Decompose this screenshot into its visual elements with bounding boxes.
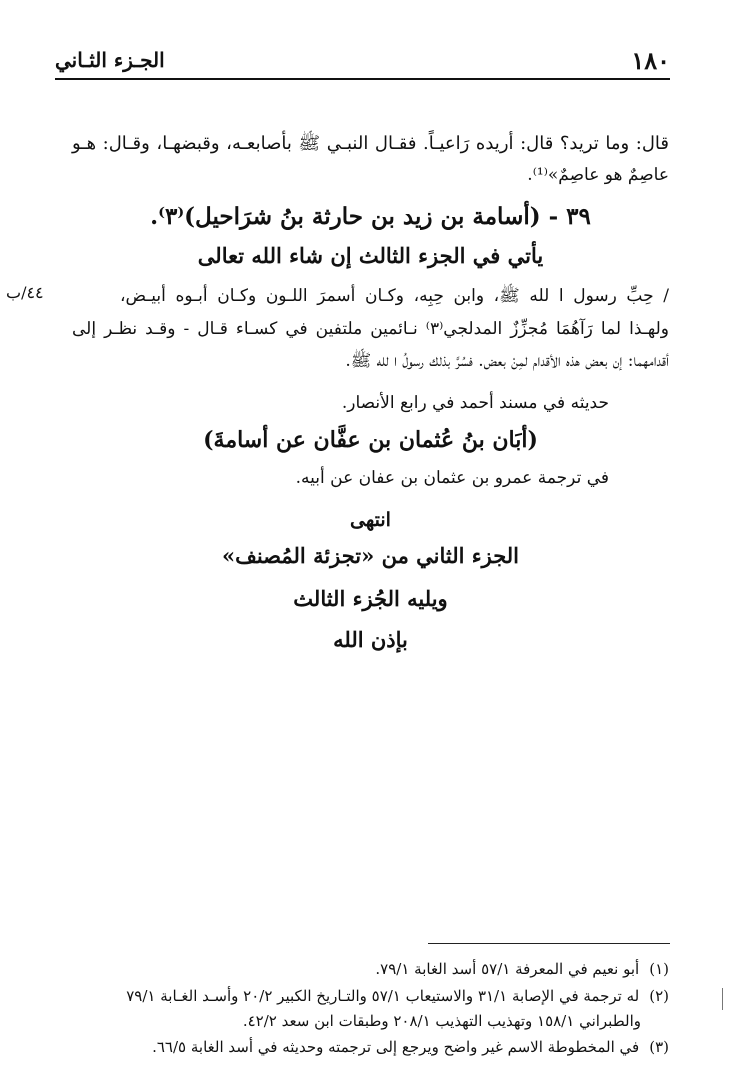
footnote-number: (٣) xyxy=(649,1038,669,1056)
footnote-3 xyxy=(152,1038,669,1056)
cross-reference-heading: يأتي في الجزء الثالث إن شاء الله تعالى xyxy=(197,243,544,268)
scan-mark xyxy=(722,988,723,1010)
footnote-number: (١) xyxy=(649,960,669,978)
entry-heading-aban: (أبَان بنُ عُثمان بن عفَّان عن أسامةَ) xyxy=(203,427,538,453)
manuscript-folio-note: ٤٤/ب xyxy=(6,283,44,302)
paragraph-2-line-1: / حِبِّ رسول ا لله ﷺ، وابن حِبِه، وكـان أسمرَ اللـون وكـان أبـوه أبيـض، xyxy=(120,286,669,306)
colophon-god-willing: بإذن الله xyxy=(333,627,408,652)
footnote-1 xyxy=(375,960,669,978)
paragraph-2-line-2: ولهـذا لما رَآهُمَا مُجزِّزٌ المدلجي⁽٣⁾ نـائمين ملتفين في كسـاء قـال - وقـد نظـر إلى xyxy=(72,319,669,339)
footnote-text: أبو نعيم في المعرفة ٥٧/١ أسد الغابة ٧٩/١. xyxy=(375,960,640,978)
footnote-2 xyxy=(72,987,669,1005)
colophon-end: انتهى xyxy=(350,509,391,531)
paragraph-1-line-2: عاصِمٌ هو عاصِمٌ»⁽¹⁾. xyxy=(527,165,669,185)
footnote-text: له ترجمة في الإصابة ٣١/١ والاستيعاب ٥٧/١ والتـاريخ الكبير ٢٠/٢ وأسـد الغـابة ٧٩/١ xyxy=(126,987,640,1005)
footnote-2-continued: والطبراني ١٥٨/١ وتهذيب التهذيب ٢٠٨/١ وطبقات ابن سعد ٤٢/٢. xyxy=(242,1012,641,1030)
paragraph-2-line-3: أقدامهما: إن بعض هذه الأقدام لمِنْ بعض. فسُرَّ بذلك رسولُ ا لله ﷺ. xyxy=(345,351,669,371)
header-divider xyxy=(55,78,670,80)
footnote-divider xyxy=(428,943,670,944)
running-title: الجـزء الثـاني xyxy=(55,48,165,72)
footnote-number: (٢) xyxy=(649,987,669,1005)
paragraph-3: حديثه في مسند أحمد في رابع الأنصار. xyxy=(341,393,609,413)
colophon-part-title: الجزء الثاني من «تجزئة المُصنف» xyxy=(221,543,520,568)
entry-heading-39: ٣٩ - (أسامة بن زيد بن حارثة بنُ شرَاحيل)⁽٣⁾. xyxy=(150,203,591,230)
colophon-next-part: ويليه الجُزء الثالث xyxy=(293,586,448,611)
page-header xyxy=(55,44,670,78)
page-number: ١٨٠ xyxy=(631,46,670,75)
footnote-text: في المخطوطة الاسم غير واضح ويرجع إلى ترجمته وحديثه في أسد الغابة ٦٦/٥. xyxy=(152,1038,640,1056)
paragraph-4: في ترجمة عمرو بن عثمان بن عفان عن أبيه. xyxy=(295,468,609,488)
paragraph-1-line-1: قال: وما تريد؟ قال: أريده رَاعيـاً. فقـال النبـي ﷺ بأصابعـه، وقبضهـا، وقـال: هـو xyxy=(72,133,669,154)
